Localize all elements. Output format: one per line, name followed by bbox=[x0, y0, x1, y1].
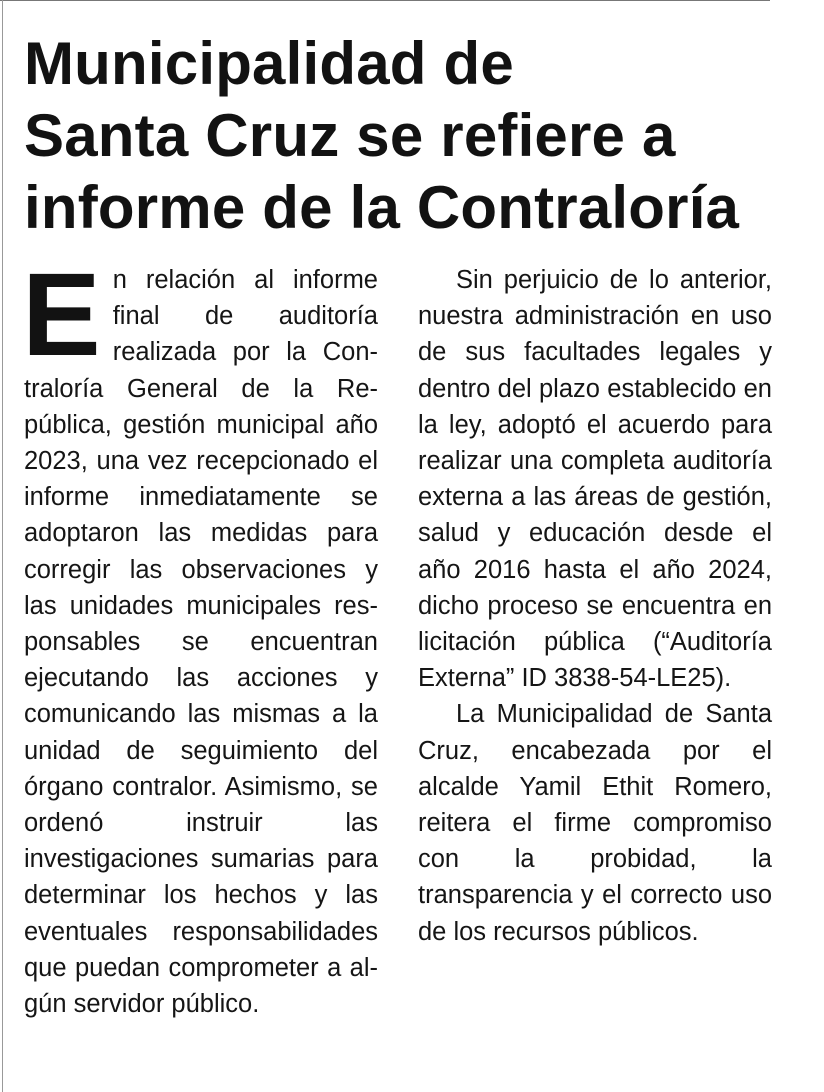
headline-line-1: Municipalidad de bbox=[24, 30, 514, 97]
left-paragraph bbox=[22, 249, 378, 1022]
left-paragraph-text: n relación al informe final de auditoría realizada por la Contraloría General de la República, gestión municipal año 2023, una vez recepcionado el informe inmediatamente se adoptaron las medidas para corregir las observaciones y las unidades municipales responsables se encuentran ejecutando las acciones y comunicando las mismas a la unidad de seguimiento del órgano contralor. Asimismo, se ordenó instruir las investigaciones sumarias para determinar los hechos y las eventuales responsabilidades que puedan comprometer a algún servidor público. bbox=[24, 266, 378, 1019]
right-paragraph-2: La Municipalidad de Santa Cruz, encabezada por el alcalde Yamil Ethit Romero, reitera el firme compromiso con la probidad, la transparencia y el correcto uso de los recursos públicos. bbox=[418, 700, 772, 946]
headline-line-2: Santa Cruz se refiere a bbox=[24, 102, 676, 169]
drop-cap: E bbox=[22, 249, 101, 381]
top-rule bbox=[0, 0, 770, 1]
right-paragraph-1: Sin perjuicio de lo anterior, nuestra administración en uso de sus facultades legales y dentro del plazo establecido en la ley, adoptó el acuerdo para realizar una completa auditoría externa a las áreas de gestión, salud y educación desde el año 2016 hasta el año 2024, dicho proceso se encuentra en licitación pública (“Auditoría Externa” ID 3838-54-LE25). bbox=[418, 266, 772, 693]
article-headline bbox=[24, 28, 804, 244]
headline-line-3: informe de la Contraloría bbox=[24, 174, 740, 241]
left-rule bbox=[2, 0, 3, 1092]
article-column-left bbox=[22, 249, 378, 1022]
article-column-right bbox=[418, 262, 772, 950]
